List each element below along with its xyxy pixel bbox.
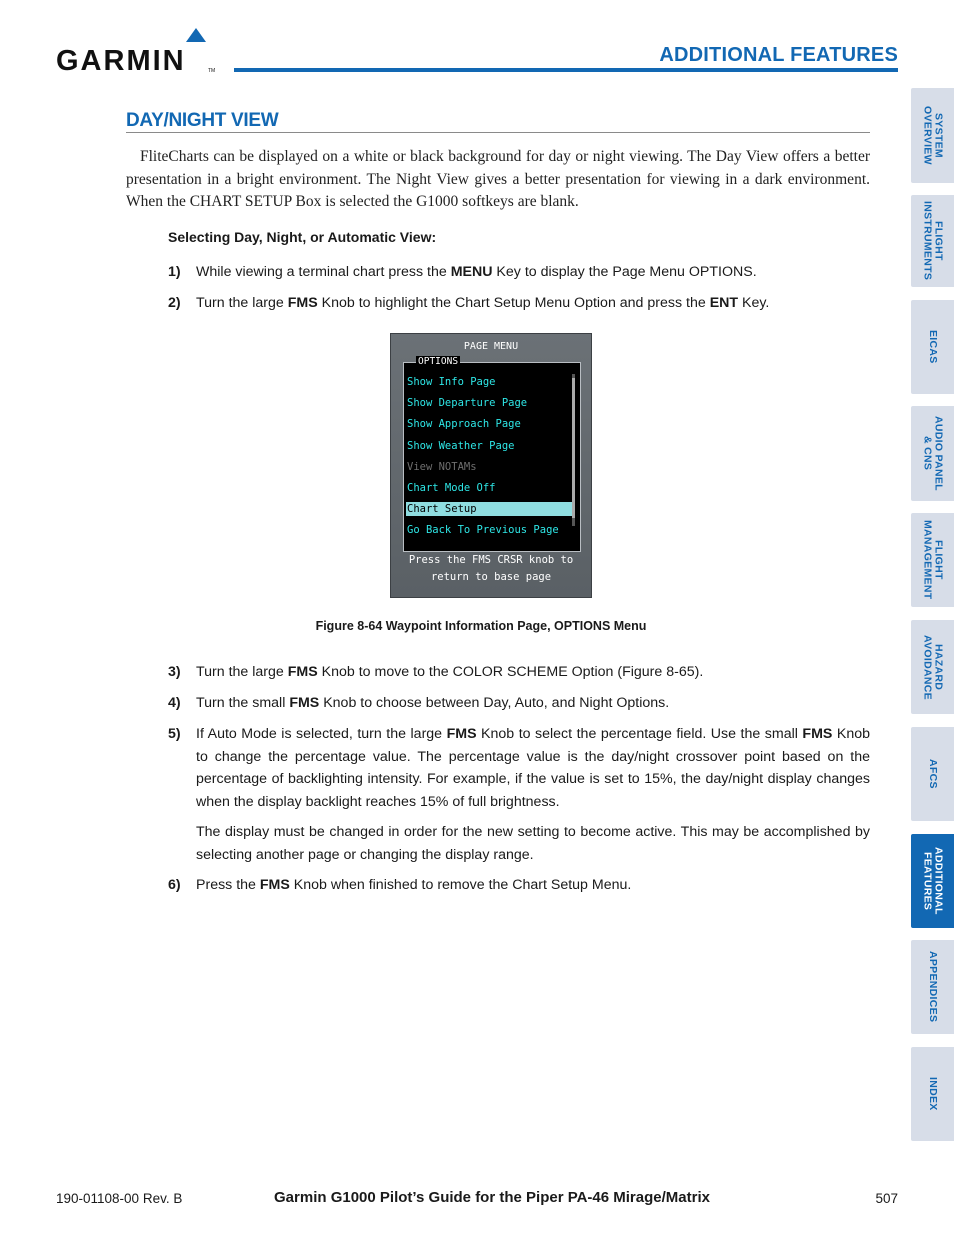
step-3 [168,661,870,684]
chapter-title: ADDITIONAL FEATURES [659,44,898,66]
step-2 [168,292,870,315]
step-number: 6) [168,877,181,893]
step-number: 1) [168,264,181,280]
menu-item[interactable]: View NOTAMs [407,460,477,473]
step-text: Turn the large FMS Knob to move to the COLOR SCHEME Option (Figure 8-65). [196,664,704,680]
footer-title: Garmin G1000 Pilot’s Guide for the Piper PA-46 Mirage/Matrix [274,1189,710,1206]
menu-scrollbar-thumb[interactable] [572,378,575,518]
tab-label: FLIGHT INSTRUMENTS [921,201,945,281]
tab-flight-instruments[interactable] [911,195,954,287]
menu-item[interactable]: Show Departure Page [407,397,528,410]
step-text: If Auto Mode is selected, turn the large FMS Knob to select the percentage field. Use the small FMS Knob to change the percentage value. The percentage value is the day/night crossover point based on the percentage of backlighting intensity. For example, if the value is set to 15%, the day/night display changes when the display backlight reaches 15% of full brightness. [196,726,871,810]
tab-label: SYSTEM OVERVIEW [921,106,945,165]
step-number: 2) [168,295,181,311]
tab-label: AUDIO PANEL & CNS [921,416,945,491]
menu-item[interactable]: Chart Setup [406,502,572,516]
tab-label: ADDITIONAL FEATURES [921,847,945,915]
page-menu-screenshot [390,333,592,598]
tab-system-overview[interactable] [911,88,954,183]
footer-doc-number: 190-01108-00 Rev. B [56,1191,183,1206]
menu-item[interactable]: Go Back To Previous Page [407,524,559,537]
step-number: 3) [168,664,181,680]
tab-label: HAZARD AVOIDANCE [921,634,945,700]
tab-label: FLIGHT MANAGEMENT [921,520,945,600]
garmin-logo [56,28,216,74]
section-rule [126,132,870,133]
header-rule [234,68,898,72]
menu-item[interactable]: Show Approach Page [407,418,521,431]
tab-appendices[interactable] [911,940,954,1034]
page-number: 507 [875,1191,898,1206]
intro-paragraph: FliteCharts can be displayed on a white or black background for day or night viewing. The Day View offers a better presentation in a bright environment. The Night View gives a better presentation for viewing in a dark environment. When the CHART SETUP Box is selected the G1000 softkeys are blank. [126,148,870,210]
step-6 [168,874,870,897]
menu-item[interactable]: Chart Mode Off [407,482,496,494]
step-number: 5) [168,726,181,742]
tab-label: AFCS [927,759,939,789]
menu-hint-line-2: return to base page [430,571,552,583]
section-title: DAY/NIGHT VIEW [126,110,279,131]
step-4 [168,692,870,715]
menu-item[interactable]: Show Info Page [407,376,496,388]
step-text: Press the FMS Knob when finished to remove the Chart Setup Menu. [196,877,632,893]
menu-item[interactable]: Show Weather Page [407,439,515,452]
menu-hint-line-1: Press the FMS CRSR knob to [408,554,574,566]
side-tab-bar [911,0,954,1235]
page-menu-title: PAGE MENU [463,341,519,352]
svg-text:TM: TM [208,68,216,74]
tab-hazard-avoidance[interactable] [911,620,954,714]
tab-additional-features[interactable] [911,834,954,928]
tab-label: APPENDICES [927,951,939,1023]
options-label: OPTIONS [418,356,459,367]
step-text: Turn the small FMS Knob to choose between Day, Auto, and Night Options. [196,695,670,711]
menu-hint [391,552,591,586]
step-text: While viewing a terminal chart press the MENU Key to display the Page Menu OPTIONS. [196,264,757,280]
garmin-wordmark: GARMIN [56,45,186,74]
step-number: 4) [168,695,181,711]
tab-afcs[interactable] [911,727,954,821]
step-1 [168,261,870,284]
step-5 [168,723,870,813]
step-text: Turn the large FMS Knob to highlight the Chart Setup Menu Option and press the ENT Key. [196,295,770,311]
tab-flight-management[interactable] [911,513,954,607]
figure-caption: Figure 8-64 Waypoint Information Page, OPTIONS Menu [315,619,647,633]
tab-label: EICAS [927,330,939,364]
tab-label: INDEX [927,1077,939,1111]
step-5-note: The display must be changed in order for the new setting to become active. This may be accomplished by selecting another page or changing the display range. [196,824,870,863]
procedure-heading: Selecting Day, Night, or Automatic View: [168,229,437,245]
tab-audio-panel-cns[interactable] [911,406,954,501]
tab-eicas[interactable] [911,300,954,394]
tab-index[interactable] [911,1047,954,1141]
